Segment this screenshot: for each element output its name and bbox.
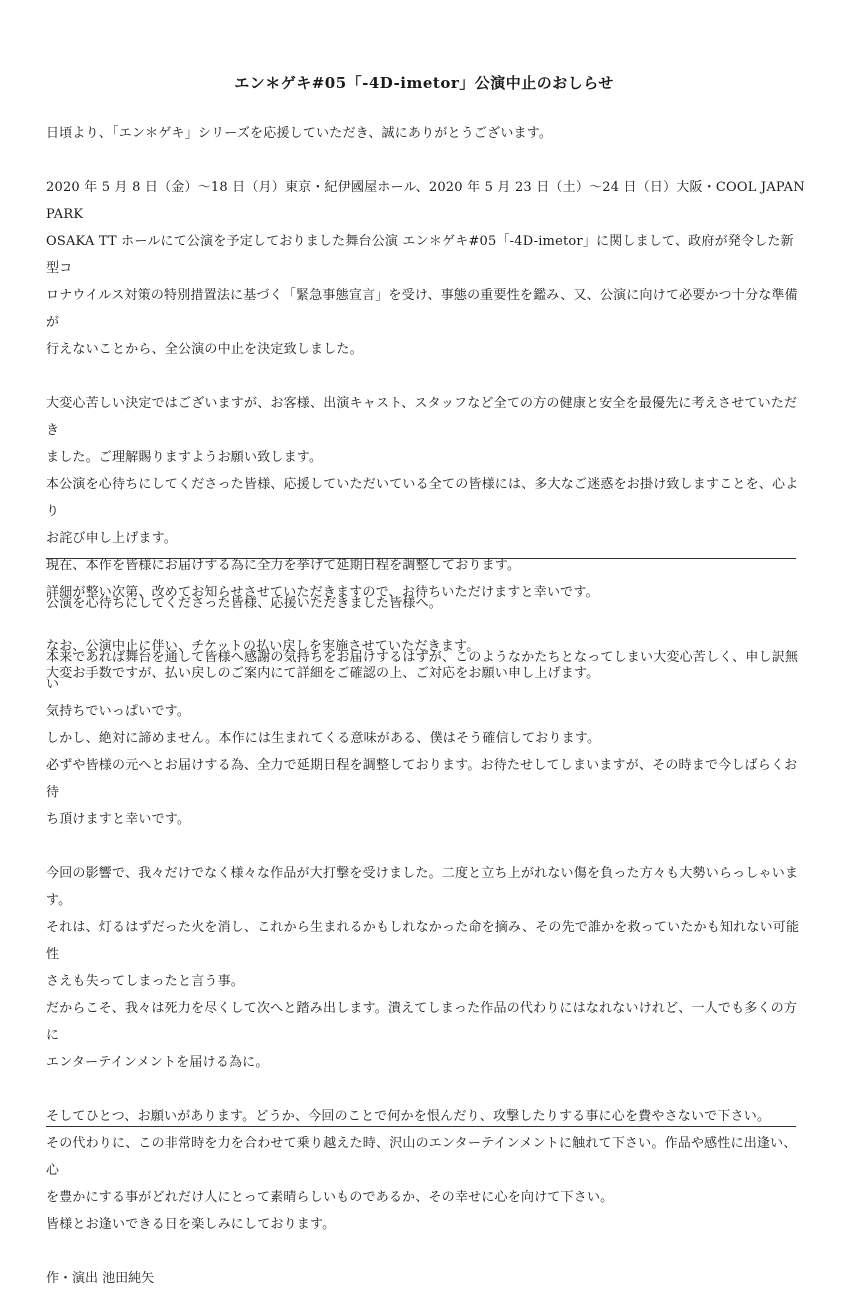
feelings-paragraph [46, 644, 806, 833]
apology-line: 大変心苦しい決定ではございますが、お客様、出演キャスト、スタッフなど全ての方の健康と安全を最優先に考えさせていただき [46, 396, 798, 438]
salutation-paragraph [46, 590, 806, 617]
apology-line: 本公演を心待ちにしてくださった皆様、応援していただいている全ての皆様には、多大なご迷惑をお掛け致しますことを、心より [46, 477, 799, 519]
request-line: を豊かにする事がどれだけ人にとって素晴らしいものであるか、その幸せに心を向けて下さい。 [46, 1190, 614, 1205]
section-divider [46, 558, 796, 559]
refund-line: なお、公演中止に伴い、チケットの払い戻しを実施させていただきます。 [46, 639, 480, 654]
impact-line: 今回の影響で、我々だけでなく様々な作品が大打撃を受けました。二度と立ち上がれない傷を負った方々も大勢いらっしゃいます。 [46, 866, 799, 908]
bottom-divider [46, 1126, 796, 1127]
apology-line: お詫び申し上げます。 [46, 531, 177, 546]
request-line: その代わりに、この非常時を力を合わせて乗り越えた時、沢山のエンターテインメントに触れて下さい。作品や感性に出逢い、心 [46, 1136, 797, 1178]
impact-line: エンターテインメントを届ける為に。 [46, 1055, 269, 1070]
notice-title: エン＊ゲキ#05「-4D-imetor」公演中止のおしらせ [234, 74, 614, 92]
cancellation-line: 2020 年 5 月 8 日（金）〜18 日（月）東京・紀伊國屋ホール、2020 年 5 月 23 日（土）〜24 日（日）大阪・COOL JAPAN PARK [46, 180, 805, 222]
impact-paragraph [46, 860, 806, 1076]
request-line: 皆様とお逢いできる日を楽しみにしております。 [46, 1217, 336, 1232]
apology-line: 詳細が整い次第、改めてお知らせさせていただきますので、お待ちいただけますと幸いです。 [46, 585, 599, 600]
feelings-line: 必ずや皆様の元へとお届けする為、全力で延期日程を調整しております。お待たせしてしまいますが、その時まで今しばらくお待 [46, 758, 798, 800]
greeting-line: 日頃より、「エン＊ゲキ」シリーズを応援していただき、誠にありがとうございます。 [46, 126, 553, 141]
cancellation-line: OSAKA TT ホールにて公演を予定しておりました舞台公演 エン＊ゲキ#05「-4D-imetor」に関しまして、政府が発令した新型コ [46, 234, 794, 276]
impact-line: それは、灯るはずだった火を消し、これから生まれるかもしれなかった命を摘み、その先で誰かを救っていたかも知れない可能性 [46, 920, 800, 962]
apology-line: 現在、本作を皆様にお届けする為に全力を挙げて延期日程を調整しております。 [46, 558, 521, 573]
apology-line: ました。ご理解賜りますようお願い致します。 [46, 450, 323, 465]
greeting-paragraph [46, 120, 806, 147]
request-line: そしてひとつ、お願いがあります。どうか、今回のことで何かを恨んだり、攻撃したりする事に心を費やさないで下さい。 [46, 1109, 771, 1124]
salutation-line: 公演を心待ちにしてくださった皆様、応援いただきました皆様へ。 [46, 596, 443, 611]
feelings-line: 気持ちでいっぱいです。 [46, 704, 191, 719]
feelings-line: 本来であれば舞台を通して皆様へ感謝の気持ちをお届けするはずが、このようなかたちとなってしまい大変心苦しく、申し訳無い [46, 650, 799, 692]
director-message-section [46, 590, 806, 1292]
feelings-line: ち頂けますと幸いです。 [46, 812, 191, 827]
cancellation-line: ロナウイルス対策の特別措置法に基づく「緊急事態宣言」を受け、事態の重要性を鑑み、又、公演に向けて必要かつ十分な準備が [46, 288, 798, 330]
refund-line: 大変お手数ですが、払い戻しのご案内にて詳細をご確認の上、ご対応をお願い申し上げます。 [46, 666, 600, 681]
request-paragraph [46, 1103, 806, 1238]
apology-paragraph [46, 390, 806, 606]
impact-line: さえも失ってしまったと言う事。 [46, 974, 245, 989]
cancellation-paragraph [46, 174, 806, 363]
director-signature: 作・演出 池田純矢 [46, 1271, 155, 1286]
impact-line: だからこそ、我々は死力を尽くして次へと踏み出します。潰えてしまった作品の代わりにはなれないけれど、一人でも多くの方に [46, 1001, 798, 1043]
cancellation-line: 行えないことから、全公演の中止を決定致しました。 [46, 342, 363, 357]
feelings-line: しかし、絶対に諦めません。本作には生まれてくる意味がある、僕はそう確信しております。 [46, 731, 601, 746]
